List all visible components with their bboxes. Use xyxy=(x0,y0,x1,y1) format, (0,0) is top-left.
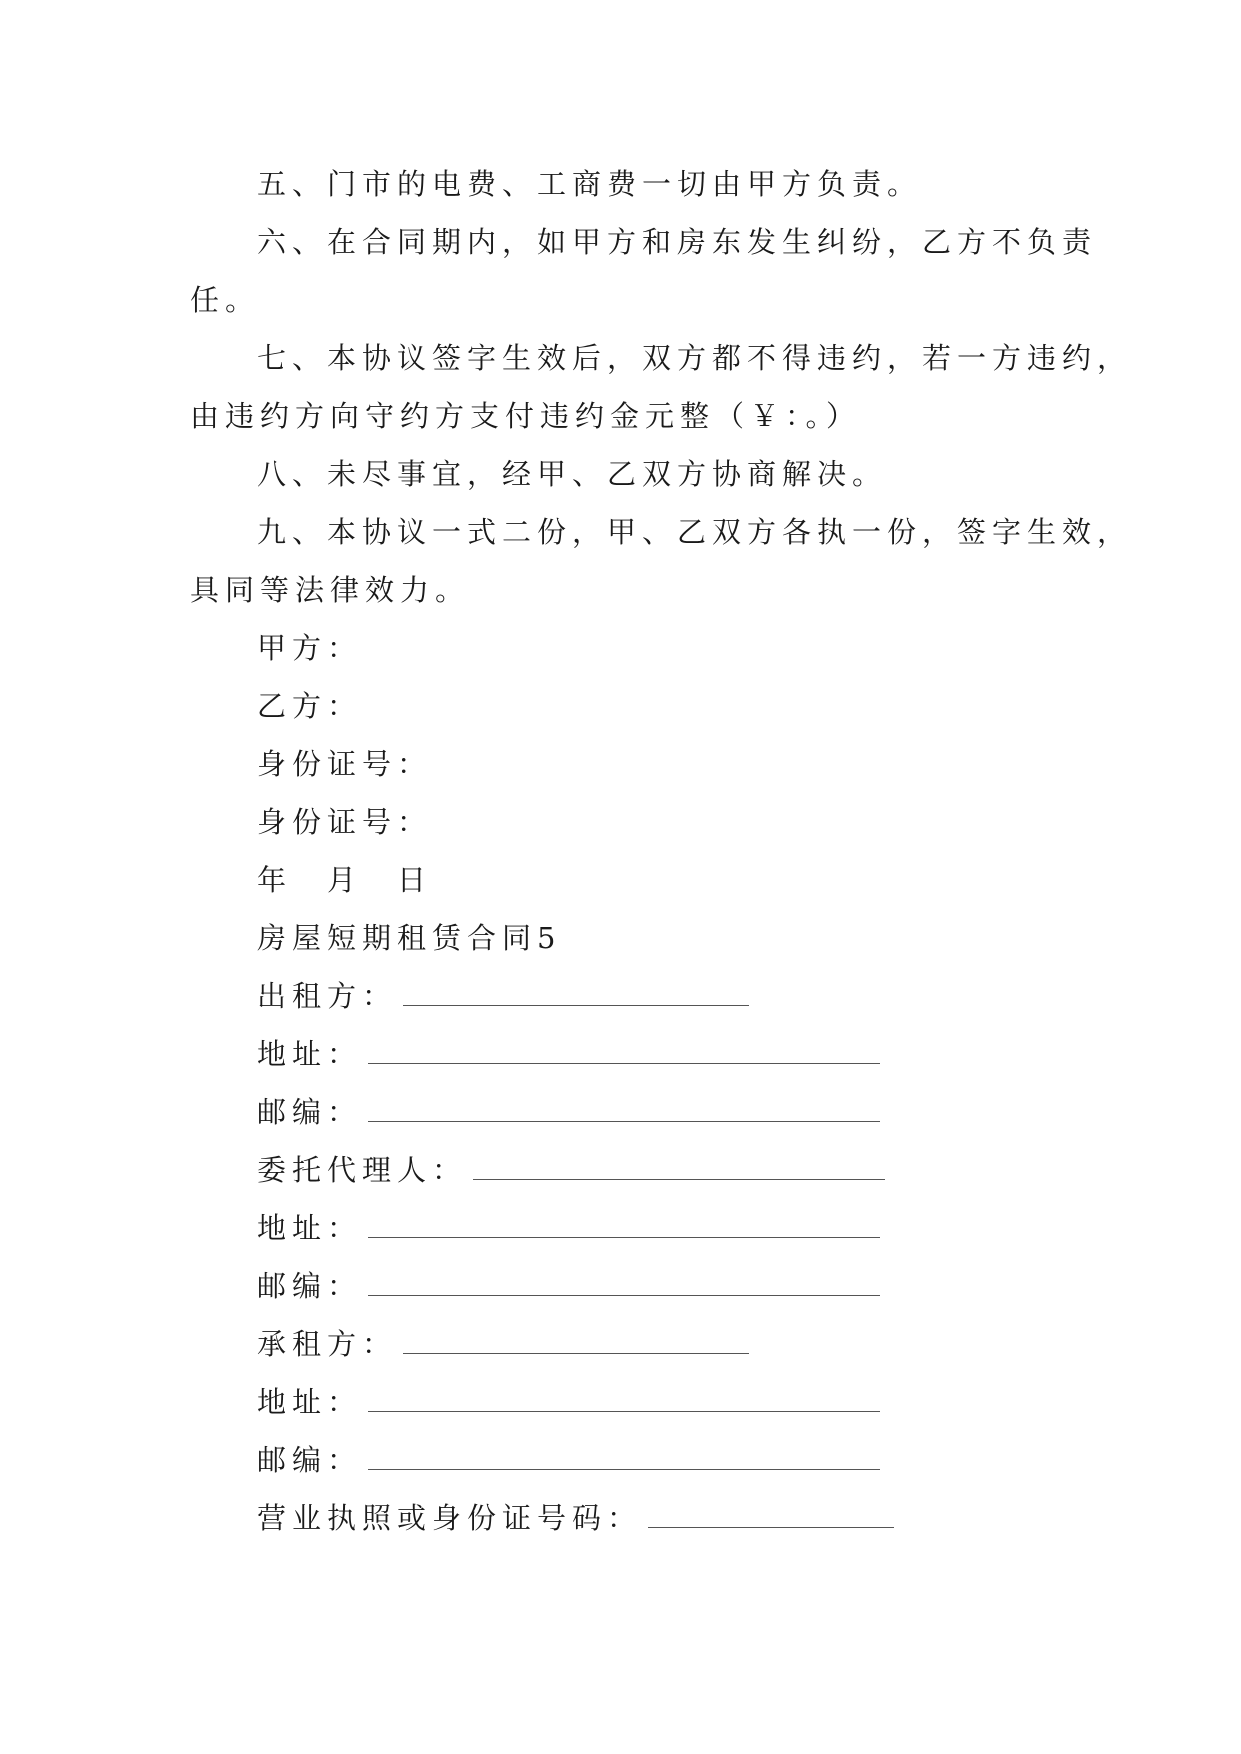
clause-9-line-2: 具同等法律效力。 xyxy=(190,573,471,607)
lessee-row xyxy=(257,1324,749,1364)
agent-postcode-row xyxy=(257,1266,880,1306)
lessee-address-row xyxy=(257,1382,880,1422)
lessor-postcode-blank xyxy=(368,1099,880,1122)
agent-blank xyxy=(473,1157,885,1180)
agent-address-label: 地址： xyxy=(257,1211,363,1245)
clause-6-line-2: 任。 xyxy=(190,283,261,317)
license-or-id-blank xyxy=(648,1505,894,1528)
agent-postcode-label: 邮编： xyxy=(257,1269,363,1303)
lessee-address-blank xyxy=(368,1389,880,1412)
date-line: 年 月 日 xyxy=(257,863,433,897)
clause-6-line-1: 六、在合同期内，如甲方和房东发生纠纷，乙方不负责 xyxy=(257,225,1098,259)
lessor-address-label: 地址： xyxy=(257,1037,363,1071)
agent-postcode-blank xyxy=(368,1273,880,1296)
lessee-postcode-blank xyxy=(368,1447,880,1470)
lessor-blank xyxy=(403,983,749,1006)
agent-address-row xyxy=(257,1208,880,1248)
lessor-address-blank xyxy=(368,1041,880,1064)
agent-address-blank xyxy=(368,1215,880,1238)
lessee-address-label: 地址： xyxy=(257,1385,363,1419)
lessee-postcode-label: 邮编： xyxy=(257,1443,363,1477)
clause-5: 五、门市的电费、工商费一切由甲方负责。 xyxy=(257,167,923,201)
agent-row xyxy=(257,1150,885,1190)
id-number-a-label: 身份证号： xyxy=(257,747,433,781)
lessor-address-row xyxy=(257,1034,880,1074)
lessor-row xyxy=(257,976,749,1016)
clause-9-line-1: 九、本协议一式二份，甲、乙双方各执一份，签字生效， xyxy=(257,515,1133,549)
id-number-b-label: 身份证号： xyxy=(257,805,433,839)
party-b-label: 乙方： xyxy=(257,689,363,723)
lessee-postcode-row xyxy=(257,1440,880,1480)
party-a-label: 甲方： xyxy=(257,631,363,665)
contract-title: 房屋短期租赁合同5 xyxy=(257,921,562,955)
license-or-id-label: 营业执照或身份证号码： xyxy=(257,1501,643,1535)
lessor-postcode-label: 邮编： xyxy=(257,1095,363,1129)
clause-8: 八、未尽事宜，经甲、乙双方协商解决。 xyxy=(257,457,888,491)
clause-7-line-1: 七、本协议签字生效后，双方都不得违约，若一方违约， xyxy=(257,341,1133,375)
lessee-blank xyxy=(403,1331,749,1354)
agent-label: 委托代理人： xyxy=(257,1153,468,1187)
lessor-postcode-row xyxy=(257,1092,880,1132)
clause-7-line-2: 由违约方向守约方支付违约金元整（￥：。） xyxy=(190,399,862,433)
license-or-id-row xyxy=(257,1498,894,1538)
lessor-label: 出租方： xyxy=(257,979,398,1013)
lessee-label: 承租方： xyxy=(257,1327,398,1361)
